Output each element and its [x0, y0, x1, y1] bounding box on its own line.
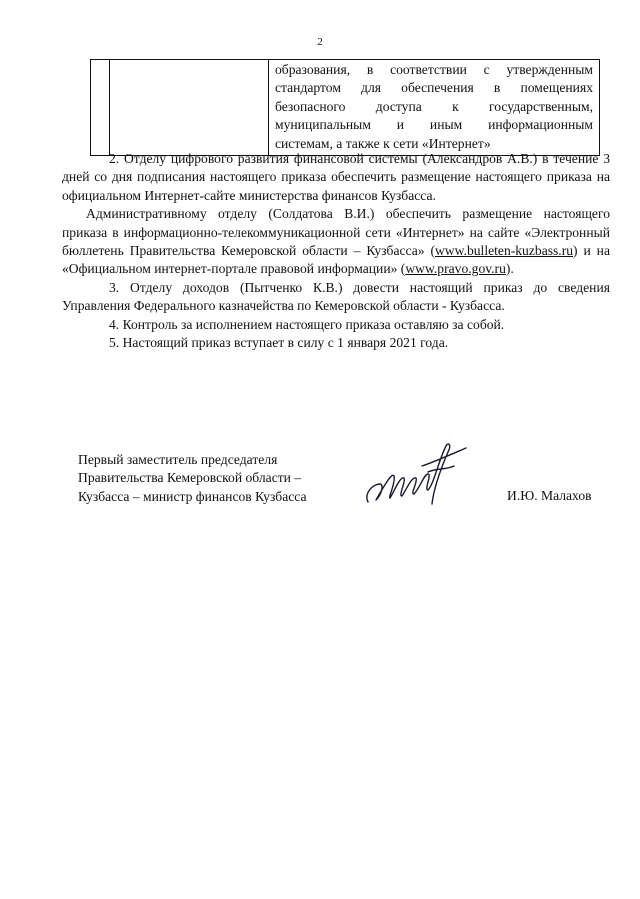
table-cell-line: стандартом для обеспечения в помещениях — [275, 80, 593, 96]
table-cell-name — [110, 60, 269, 156]
handwritten-signature — [362, 432, 472, 512]
paragraph-5: 5. Настоящий приказ вступает в силу с 1 января 2021 года. — [109, 335, 449, 351]
bulletin-link[interactable]: www.bulleten-kuzbass.ru — [434, 243, 574, 259]
table-cell-line: системам, а также к сети «Интернет» — [275, 135, 491, 151]
paragraph-3: 3. Отделу доходов (Пытченко К.В.) довести настоящий приказ до сведения Управления Федерального казначейства по Кемеровской области - Кузбасса. — [62, 279, 610, 314]
paragraph-admin-text-middle: ) и на «Официальном интернет-портале правовой информации» ( — [62, 243, 610, 277]
table-cell-number — [91, 60, 110, 156]
paragraph-admin-text: Административному отделу (Солдатова В.И.) обеспечить размещение настоящего приказа в информационно-телекоммуникационной сети «Интернет» на сайте «Электронный бюллетень Правительства Кемеровской области – Кузбасса» ( — [62, 206, 610, 259]
table-cell-line: муниципальным и иным информационным — [275, 117, 593, 133]
signatory-title — [78, 451, 307, 506]
paragraph-2: 2. Отделу цифрового развития финансовой системы (Александров А.В.) в течение 3 дней со дня подписания настоящего приказа обеспечить размещение настоящего приказа на официальном Интернет-сайте министерства финансов Кузбасса. — [62, 151, 610, 203]
signatory-name: И.Ю. Малахов — [507, 488, 592, 503]
page-number: 2 — [317, 36, 323, 48]
pravo-link[interactable]: www.pravo.gov.ru — [405, 261, 506, 277]
paragraph-4: 4. Контроль за исполнением настоящего приказа оставляю за собой. — [109, 316, 505, 332]
paragraph-admin — [62, 205, 610, 279]
continuation-table — [90, 59, 600, 156]
signatory-title-line: Правительства Кемеровской области – — [78, 470, 302, 486]
table-cell-line: образования, в соответствии с утвержденным — [275, 62, 593, 77]
table-cell-line: безопасного доступа к государственным, — [275, 98, 593, 114]
table-row — [91, 60, 600, 156]
signatory-title-line: Кузбасса – министр финансов Кузбасса — [78, 488, 307, 504]
document-body — [62, 150, 610, 352]
signatory-title-line: Первый заместитель председателя — [78, 452, 278, 467]
paragraph-admin-text-end: ). — [505, 261, 514, 277]
table-cell-description — [269, 60, 600, 156]
